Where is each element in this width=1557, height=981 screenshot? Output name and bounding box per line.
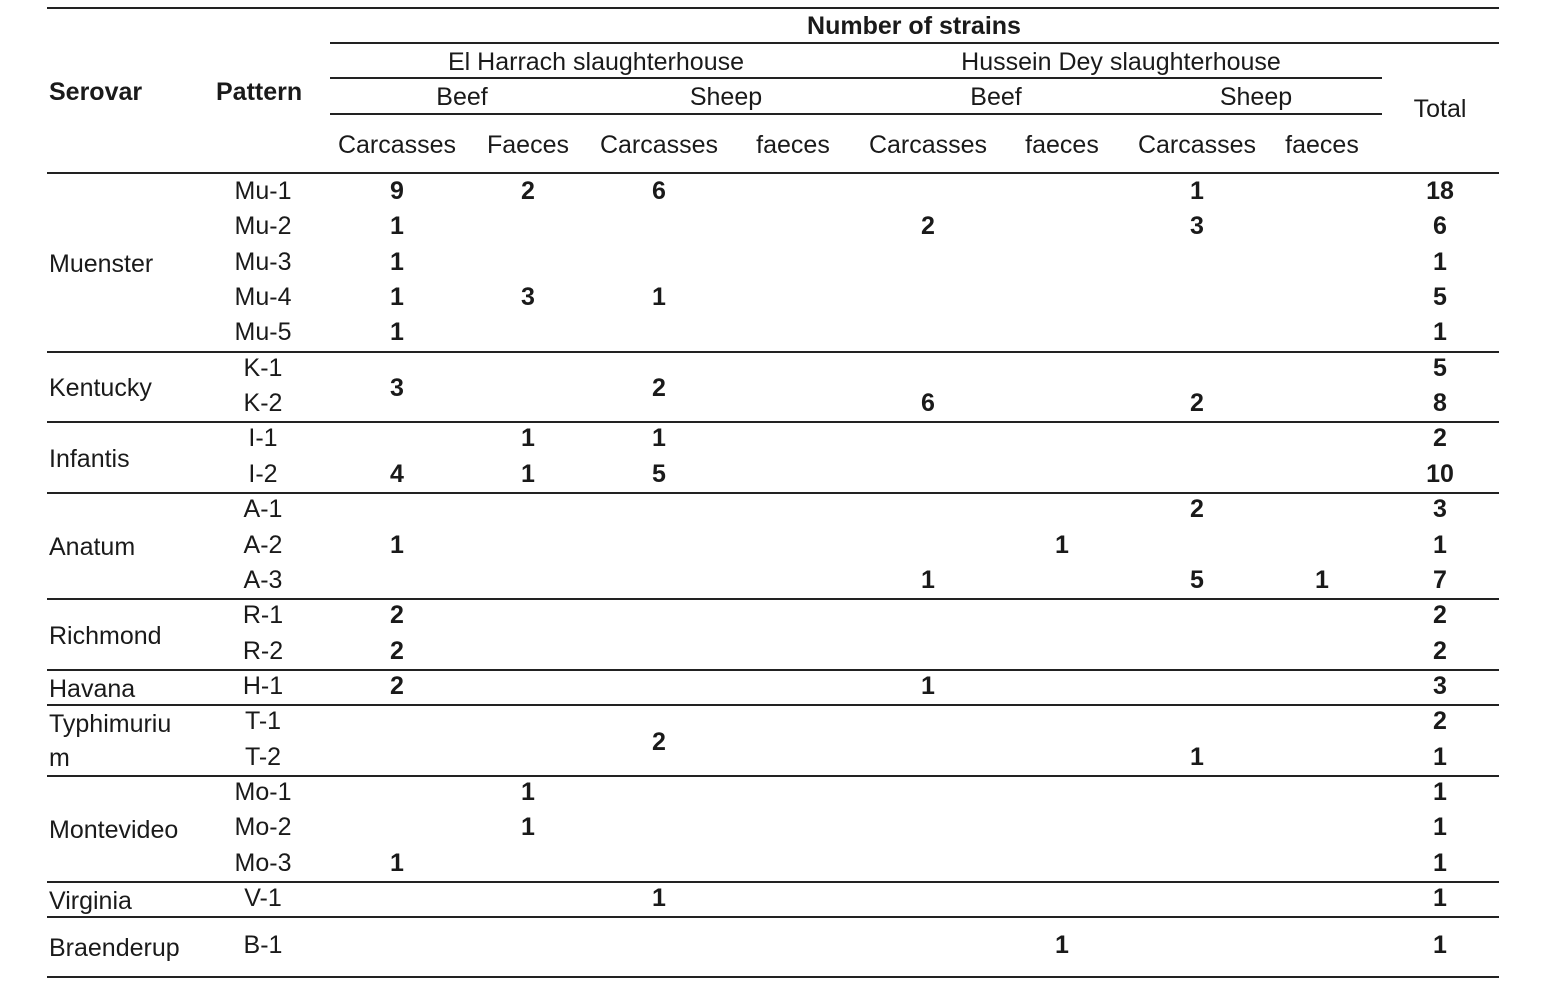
- serovar-cell: Virginia: [49, 886, 132, 915]
- count-cell: 1: [652, 424, 666, 453]
- pattern-cell: Mo-2: [234, 813, 292, 842]
- animal-header-beef-eh: Beef: [436, 83, 488, 111]
- total-cell: 1: [1433, 931, 1447, 960]
- count-cell: 1: [1055, 530, 1069, 559]
- total-cell: 1: [1433, 247, 1447, 276]
- count-cell: 2: [652, 727, 666, 756]
- group-rule: [47, 916, 1499, 918]
- sample-header: faeces: [756, 131, 830, 159]
- sample-header: faeces: [1285, 131, 1359, 159]
- pattern-cell: Mu-1: [234, 177, 292, 205]
- pattern-cell: B-1: [243, 931, 283, 960]
- count-cell: 1: [921, 671, 935, 700]
- count-cell: 1: [521, 459, 535, 488]
- count-cell: 4: [390, 459, 404, 488]
- pattern-cell: Mu-3: [234, 247, 292, 276]
- count-cell: 2: [390, 671, 404, 700]
- count-cell: 2: [1190, 389, 1204, 418]
- pattern-header: Pattern: [216, 78, 303, 106]
- pattern-cell: A-3: [243, 565, 283, 594]
- strains-underline: [330, 42, 1499, 44]
- serovar-cell: Muenster: [49, 250, 154, 279]
- top-rule: [47, 7, 1499, 9]
- sample-header: Faeces: [487, 131, 569, 159]
- count-cell: 1: [390, 247, 404, 276]
- count-cell: 2: [652, 374, 666, 403]
- pattern-cell: V-1: [244, 884, 282, 912]
- count-cell: 1: [521, 424, 535, 453]
- count-cell: 2: [390, 601, 404, 630]
- pattern-cell: T-1: [244, 707, 282, 736]
- total-cell: 10: [1426, 459, 1454, 488]
- count-cell: 2: [521, 177, 535, 205]
- count-cell: 3: [390, 374, 404, 403]
- pattern-cell: T-2: [244, 742, 282, 771]
- serovar-cell: Infantis: [49, 444, 130, 473]
- total-cell: 8: [1433, 389, 1447, 418]
- animal-underline: [330, 113, 1382, 115]
- slaughterhouse-underline: [330, 77, 1382, 79]
- serovar-cell: Braenderup: [49, 934, 180, 963]
- total-cell: 1: [1433, 777, 1447, 806]
- pattern-cell: Mo-1: [234, 777, 292, 806]
- sample-header: faeces: [1025, 131, 1099, 159]
- total-cell: 1: [1433, 318, 1447, 347]
- count-cell: 1: [1315, 565, 1329, 594]
- sample-header: Carcasses: [599, 131, 719, 159]
- animal-header-sheep-eh: Sheep: [689, 83, 763, 111]
- total-cell: 2: [1433, 601, 1447, 630]
- total-cell: 5: [1433, 353, 1447, 382]
- count-cell: 2: [390, 636, 404, 665]
- sample-header: Carcasses: [337, 131, 457, 159]
- count-cell: 1: [1190, 177, 1204, 205]
- pattern-cell: H-1: [242, 671, 284, 700]
- pattern-cell: A-1: [243, 495, 283, 524]
- count-cell: 1: [521, 813, 535, 842]
- total-cell: 18: [1426, 177, 1454, 205]
- total-cell: 1: [1433, 742, 1447, 771]
- serovar-cell: Anatum: [49, 533, 136, 562]
- pattern-cell: I-2: [248, 459, 278, 488]
- count-cell: 6: [921, 389, 935, 418]
- serovar-cell: Montevideo: [49, 815, 179, 844]
- el-harrach-header: El Harrach slaughterhouse: [448, 48, 744, 76]
- sample-header: Carcasses: [868, 131, 988, 159]
- header-bottom-rule: [47, 172, 1499, 174]
- total-cell: 2: [1433, 424, 1447, 453]
- total-cell: 7: [1433, 565, 1447, 594]
- count-cell: 3: [521, 283, 535, 312]
- pattern-cell: K-1: [243, 353, 283, 382]
- sample-header: Carcasses: [1137, 131, 1257, 159]
- count-cell: 3: [1190, 212, 1204, 241]
- total-cell: 3: [1433, 671, 1447, 700]
- number-of-strains-header: Number of strains: [807, 12, 1021, 40]
- count-cell: 1: [652, 884, 666, 912]
- count-cell: 1: [1055, 931, 1069, 960]
- pattern-cell: Mu-4: [234, 283, 292, 312]
- count-cell: 1: [390, 848, 404, 877]
- total-cell: 2: [1433, 707, 1447, 736]
- pattern-cell: I-1: [248, 424, 278, 453]
- serovar-cell: Havana: [49, 674, 136, 703]
- total-header: Total: [1413, 95, 1467, 123]
- total-cell: 6: [1433, 212, 1447, 241]
- total-cell: 1: [1433, 848, 1447, 877]
- pattern-cell: Mo-3: [234, 848, 292, 877]
- count-cell: 1: [521, 777, 535, 806]
- count-cell: 1: [390, 530, 404, 559]
- count-cell: 6: [652, 177, 666, 205]
- total-cell: 1: [1433, 530, 1447, 559]
- serovar-cell: Richmond: [49, 621, 162, 650]
- count-cell: 1: [390, 212, 404, 241]
- total-cell: 1: [1433, 884, 1447, 912]
- animal-header-beef-hd: Beef: [970, 83, 1022, 111]
- pattern-cell: Mu-5: [234, 318, 292, 347]
- count-cell: 2: [1190, 495, 1204, 524]
- pattern-cell: Mu-2: [234, 212, 292, 241]
- group-rule: [47, 976, 1499, 978]
- serovar-cell: Typhimuriu m: [49, 710, 172, 773]
- count-cell: 1: [652, 283, 666, 312]
- total-cell: 1: [1433, 813, 1447, 842]
- serovar-header: Serovar: [49, 78, 143, 106]
- hussein-dey-header: Hussein Dey slaughterhouse: [961, 48, 1281, 76]
- count-cell: 1: [921, 565, 935, 594]
- count-cell: 1: [390, 283, 404, 312]
- total-cell: 2: [1433, 636, 1447, 665]
- pattern-cell: R-1: [242, 601, 284, 630]
- count-cell: 5: [1190, 565, 1204, 594]
- count-cell: 9: [390, 177, 404, 205]
- total-cell: 5: [1433, 283, 1447, 312]
- count-cell: 1: [1190, 742, 1204, 771]
- animal-header-sheep-hd: Sheep: [1219, 83, 1293, 111]
- count-cell: 5: [652, 459, 666, 488]
- serovar-cell: Kentucky: [49, 374, 152, 403]
- pattern-cell: R-2: [242, 636, 284, 665]
- pattern-cell: K-2: [243, 389, 283, 418]
- total-cell: 3: [1433, 495, 1447, 524]
- pattern-cell: A-2: [243, 530, 283, 559]
- count-cell: 1: [390, 318, 404, 347]
- count-cell: 2: [921, 212, 935, 241]
